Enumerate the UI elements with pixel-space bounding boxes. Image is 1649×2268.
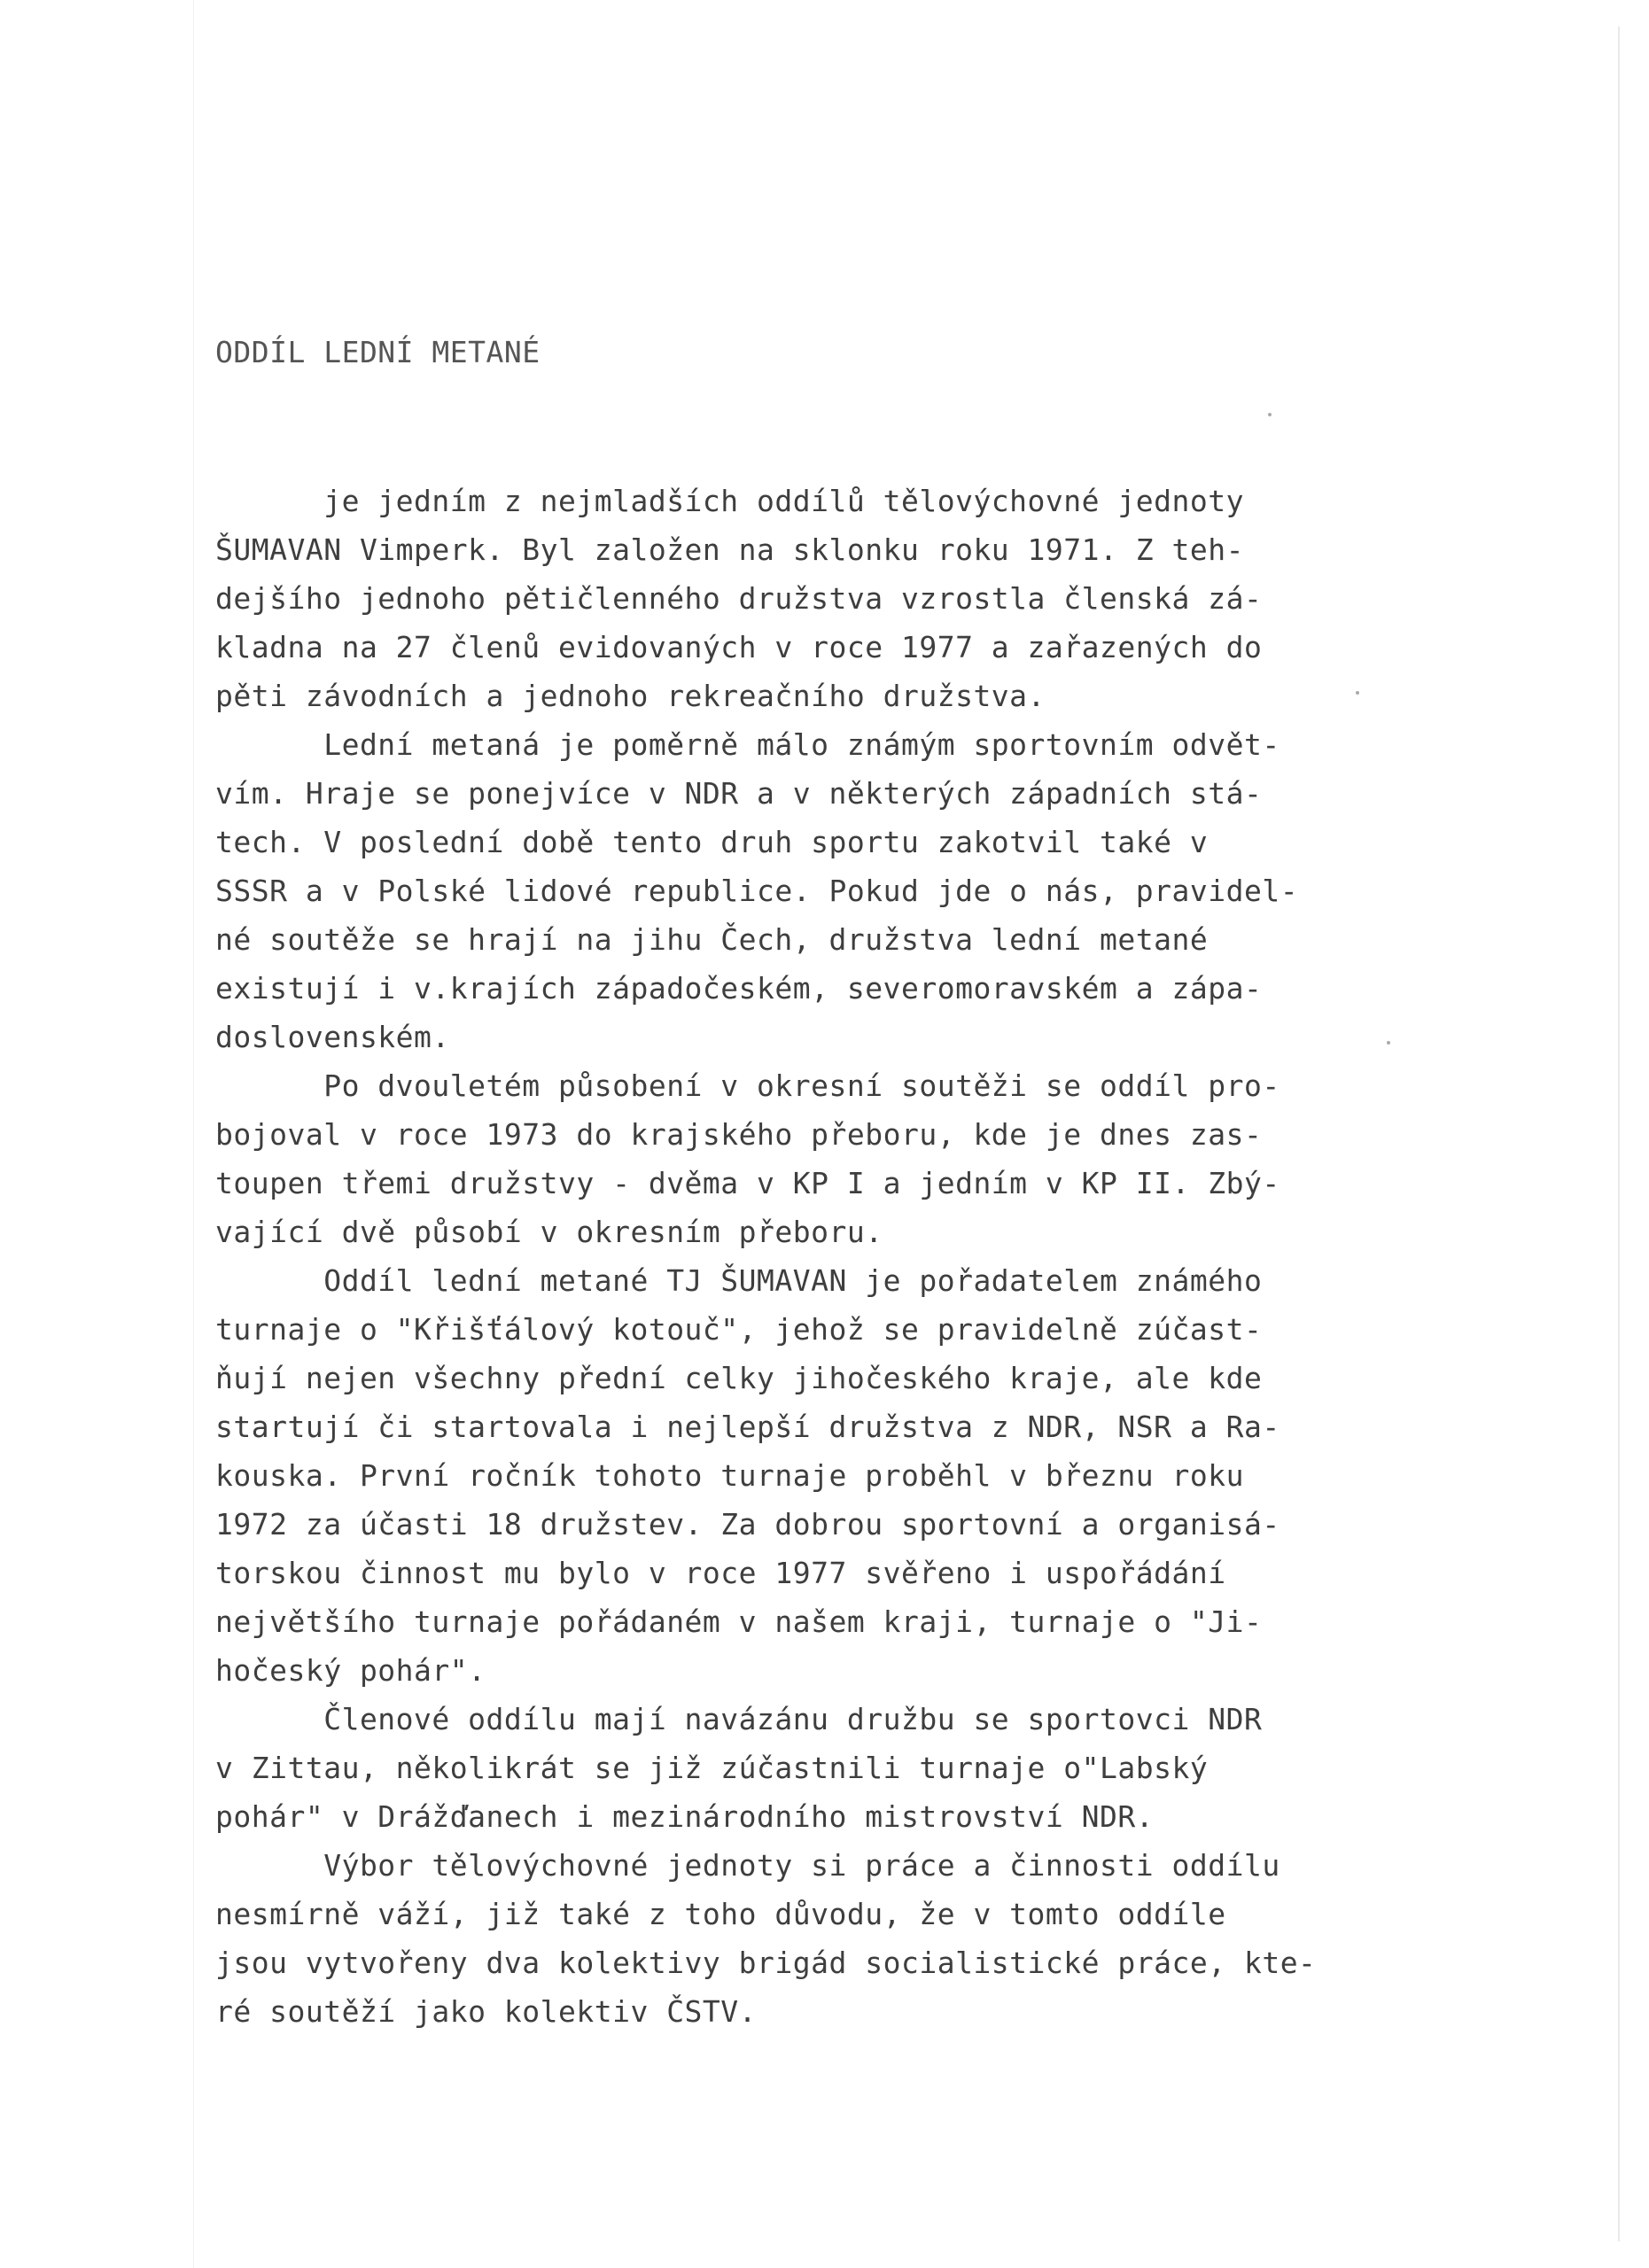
paper-edge-right	[1618, 27, 1620, 2241]
body-line: největšího turnaje pořádaném v našem kraji, turnaje o "Ji-	[215, 1604, 1263, 1639]
body-line: tech. V poslední době tento druh sportu zakotvil také v	[215, 825, 1209, 859]
body-line: 1972 za účasti 18 družstev. Za dobrou sportovní a organisá-	[215, 1507, 1280, 1542]
body-line: Výbor tělovýchovné jednoty si práce a činnosti oddílu	[215, 1848, 1280, 1883]
body-line: vím. Hraje se ponejvíce v NDR a v některých západních stá-	[215, 776, 1263, 811]
body-line: né soutěže se hrají na jihu Čech, družstva lední metané	[215, 922, 1209, 957]
body-line: kladna na 27 členů evidovaných v roce 1977 a zařazených do	[215, 630, 1263, 664]
body-line: SSSR a v Polské lidové republice. Pokud jde o nás, pravidel-	[215, 874, 1299, 908]
paper-speck	[1268, 413, 1272, 416]
paper-edge-left	[193, 0, 194, 2268]
body-line: v Zittau, několikrát se již zúčastnili turnaje o"Labský	[215, 1751, 1209, 1785]
body-line: vající dvě působí v okresním přeboru.	[215, 1215, 883, 1249]
body-line: jsou vytvořeny dva kolektivy brigád socialistické práce, kte-	[215, 1946, 1317, 1980]
body-line: je jedním z nejmladších oddílů tělovýchovné jednoty	[215, 484, 1244, 518]
paper-speck	[1387, 1041, 1390, 1045]
body-line: bojoval v roce 1973 do krajského přeboru, kde je dnes zas-	[215, 1117, 1263, 1152]
body-line: ŠUMAVAN Vimperk. Byl založen na sklonku roku 1971. Z teh-	[215, 532, 1244, 567]
body-line: kouska. První ročník tohoto turnaje proběhl v březnu roku	[215, 1458, 1244, 1493]
body-line: Členové oddílu mají navázánu družbu se sportovci NDR	[215, 1702, 1263, 1736]
body-line: Po dvouletém působení v okresní soutěži se oddíl pro-	[215, 1068, 1280, 1103]
body-line: pěti závodních a jednoho rekreačního družstva.	[215, 679, 1046, 713]
body-line: hočeský pohár".	[215, 1653, 486, 1688]
body-line: doslovenském.	[215, 1020, 450, 1054]
body-line: startují či startovala i nejlepší družstva z NDR, NSR a Ra-	[215, 1410, 1280, 1444]
body-line: torskou činnost mu bylo v roce 1977 svěřeno i uspořádání	[215, 1556, 1226, 1590]
body-line: dejšího jednoho pětičlenného družstva vzrostla členská zá-	[215, 581, 1263, 616]
body-line: nesmírně váží, již také z toho důvodu, že v tomto oddíle	[215, 1897, 1226, 1931]
body-line: pohár" v Drážďanech i mezinárodního mistrovství NDR.	[215, 1799, 1155, 1834]
paper-speck	[1356, 691, 1359, 695]
body-line: Lední metaná je poměrně málo známým sportovním odvět-	[215, 727, 1280, 762]
body-line: toupen třemi družstvy - dvěma v KP I a jedním v KP II. Zbý-	[215, 1166, 1280, 1200]
body-line: ňují nejen všechny přední celky jihočeského kraje, ale kde	[215, 1361, 1263, 1395]
document-body	[215, 477, 1316, 2036]
body-line: Oddíl lední metané TJ ŠUMAVAN je pořadatelem známého	[215, 1263, 1263, 1298]
document-title: ODDÍL LEDNÍ METANÉ	[215, 335, 541, 369]
body-line: existují i v.krajích západočeském, severomoravském a zápa-	[215, 971, 1263, 1006]
body-line: ré soutěží jako kolektiv ČSTV.	[215, 1994, 758, 2029]
body-line: turnaje o "Křišťálový kotouč", jehož se pravidelně zúčast-	[215, 1312, 1263, 1347]
